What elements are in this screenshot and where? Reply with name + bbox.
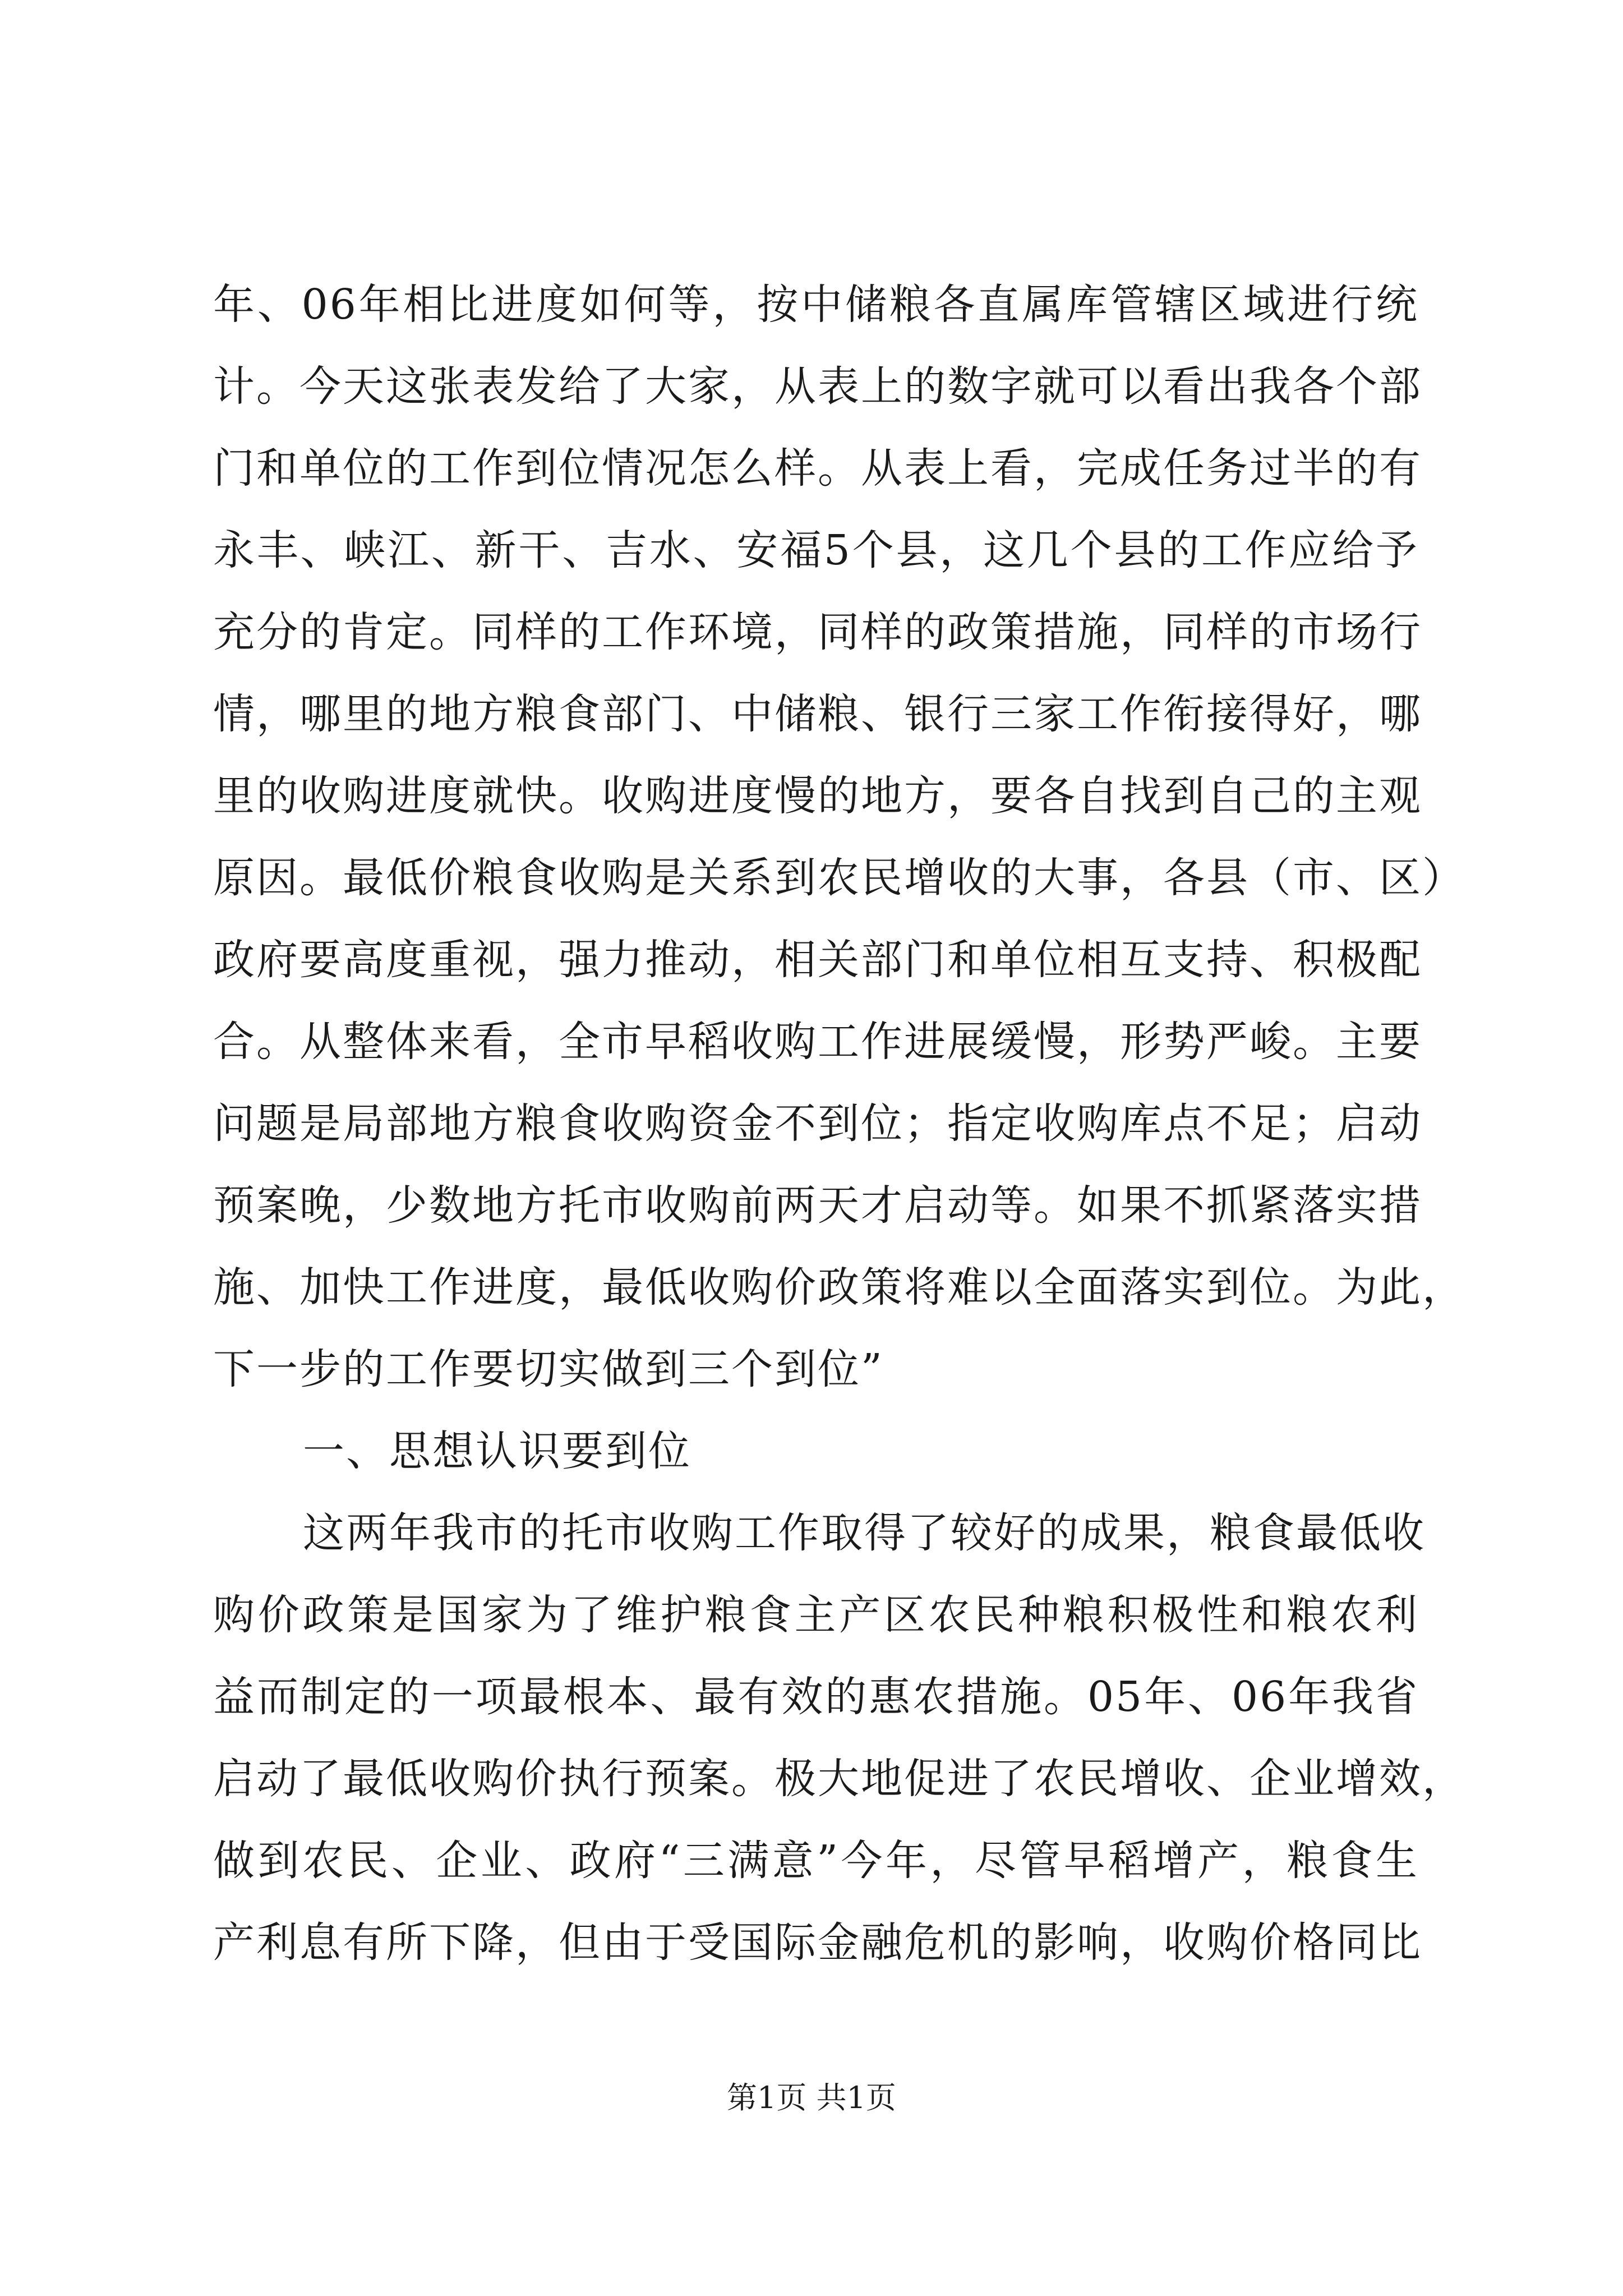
text-line: 原因。最低价粮食收购是关系到农民增收的大事，各县（市、区） bbox=[213, 854, 1465, 902]
text-line: 情，哪里的地方粮食部门、中储粮、银行三家工作衔接得好，哪 bbox=[213, 690, 1422, 738]
text-line: 做到农民、企业、政府“三满意”今年，尽管早稻增产，粮食生 bbox=[213, 1837, 1419, 1885]
text-line: 问题是局部地方粮食收购资金不到位；指定收购库点不足；启动 bbox=[213, 1099, 1422, 1148]
page-footer: 第1页 共1页 bbox=[727, 2080, 896, 2115]
text-line: 启动了最低收购价执行预案。极大地促进了农民增收、企业增效， bbox=[213, 1755, 1465, 1803]
text-line: 预案晚，少数地方托市收购前两天才启动等。如果不抓紧落实措 bbox=[213, 1181, 1422, 1230]
text-line: 门和单位的工作到位情况怎么样。从表上看，完成任务过半的有 bbox=[213, 444, 1422, 493]
text-line: 年、06年相比进度如何等，按中储粮各直属库管辖区域进行统 bbox=[213, 280, 1419, 329]
text-line: 施、加快工作进度，最低收购价政策将难以全面落实到位。为此， bbox=[213, 1263, 1465, 1312]
section-heading: 一、思想认识要到位 bbox=[303, 1427, 691, 1475]
text-line: 合。从整体来看，全市早稻收购工作进展缓慢，形势严峻。主要 bbox=[213, 1018, 1422, 1066]
text-line: 里的收购进度就快。收购进度慢的地方，要各自找到自己的主观 bbox=[213, 772, 1422, 820]
document-body bbox=[213, 264, 1465, 1984]
text-line: 永丰、峡江、新干、吉水、安福5个县，这几个县的工作应给予 bbox=[213, 526, 1419, 574]
text-line: 下一步的工作要切实做到三个到位” bbox=[213, 1345, 884, 1393]
text-line: 充分的肯定。同样的工作环境，同样的政策措施，同样的市场行 bbox=[213, 608, 1422, 656]
text-line: 这两年我市的托市收购工作取得了较好的成果，粮食最低收 bbox=[303, 1509, 1426, 1557]
text-line: 产利息有所下降，但由于受国际金融危机的影响，收购价格同比 bbox=[213, 1918, 1422, 1967]
text-line: 益而制定的一项最根本、最有效的惠农措施。05年、06年我省 bbox=[213, 1673, 1419, 1721]
text-line: 政府要高度重视，强力推动，相关部门和单位相互支持、积极配 bbox=[213, 936, 1422, 984]
text-line: 购价政策是国家为了维护粮食主产区农民种粮积极性和粮农利 bbox=[213, 1591, 1419, 1639]
text-line: 计。今天这张表发给了大家，从表上的数字就可以看出我各个部 bbox=[213, 362, 1422, 411]
